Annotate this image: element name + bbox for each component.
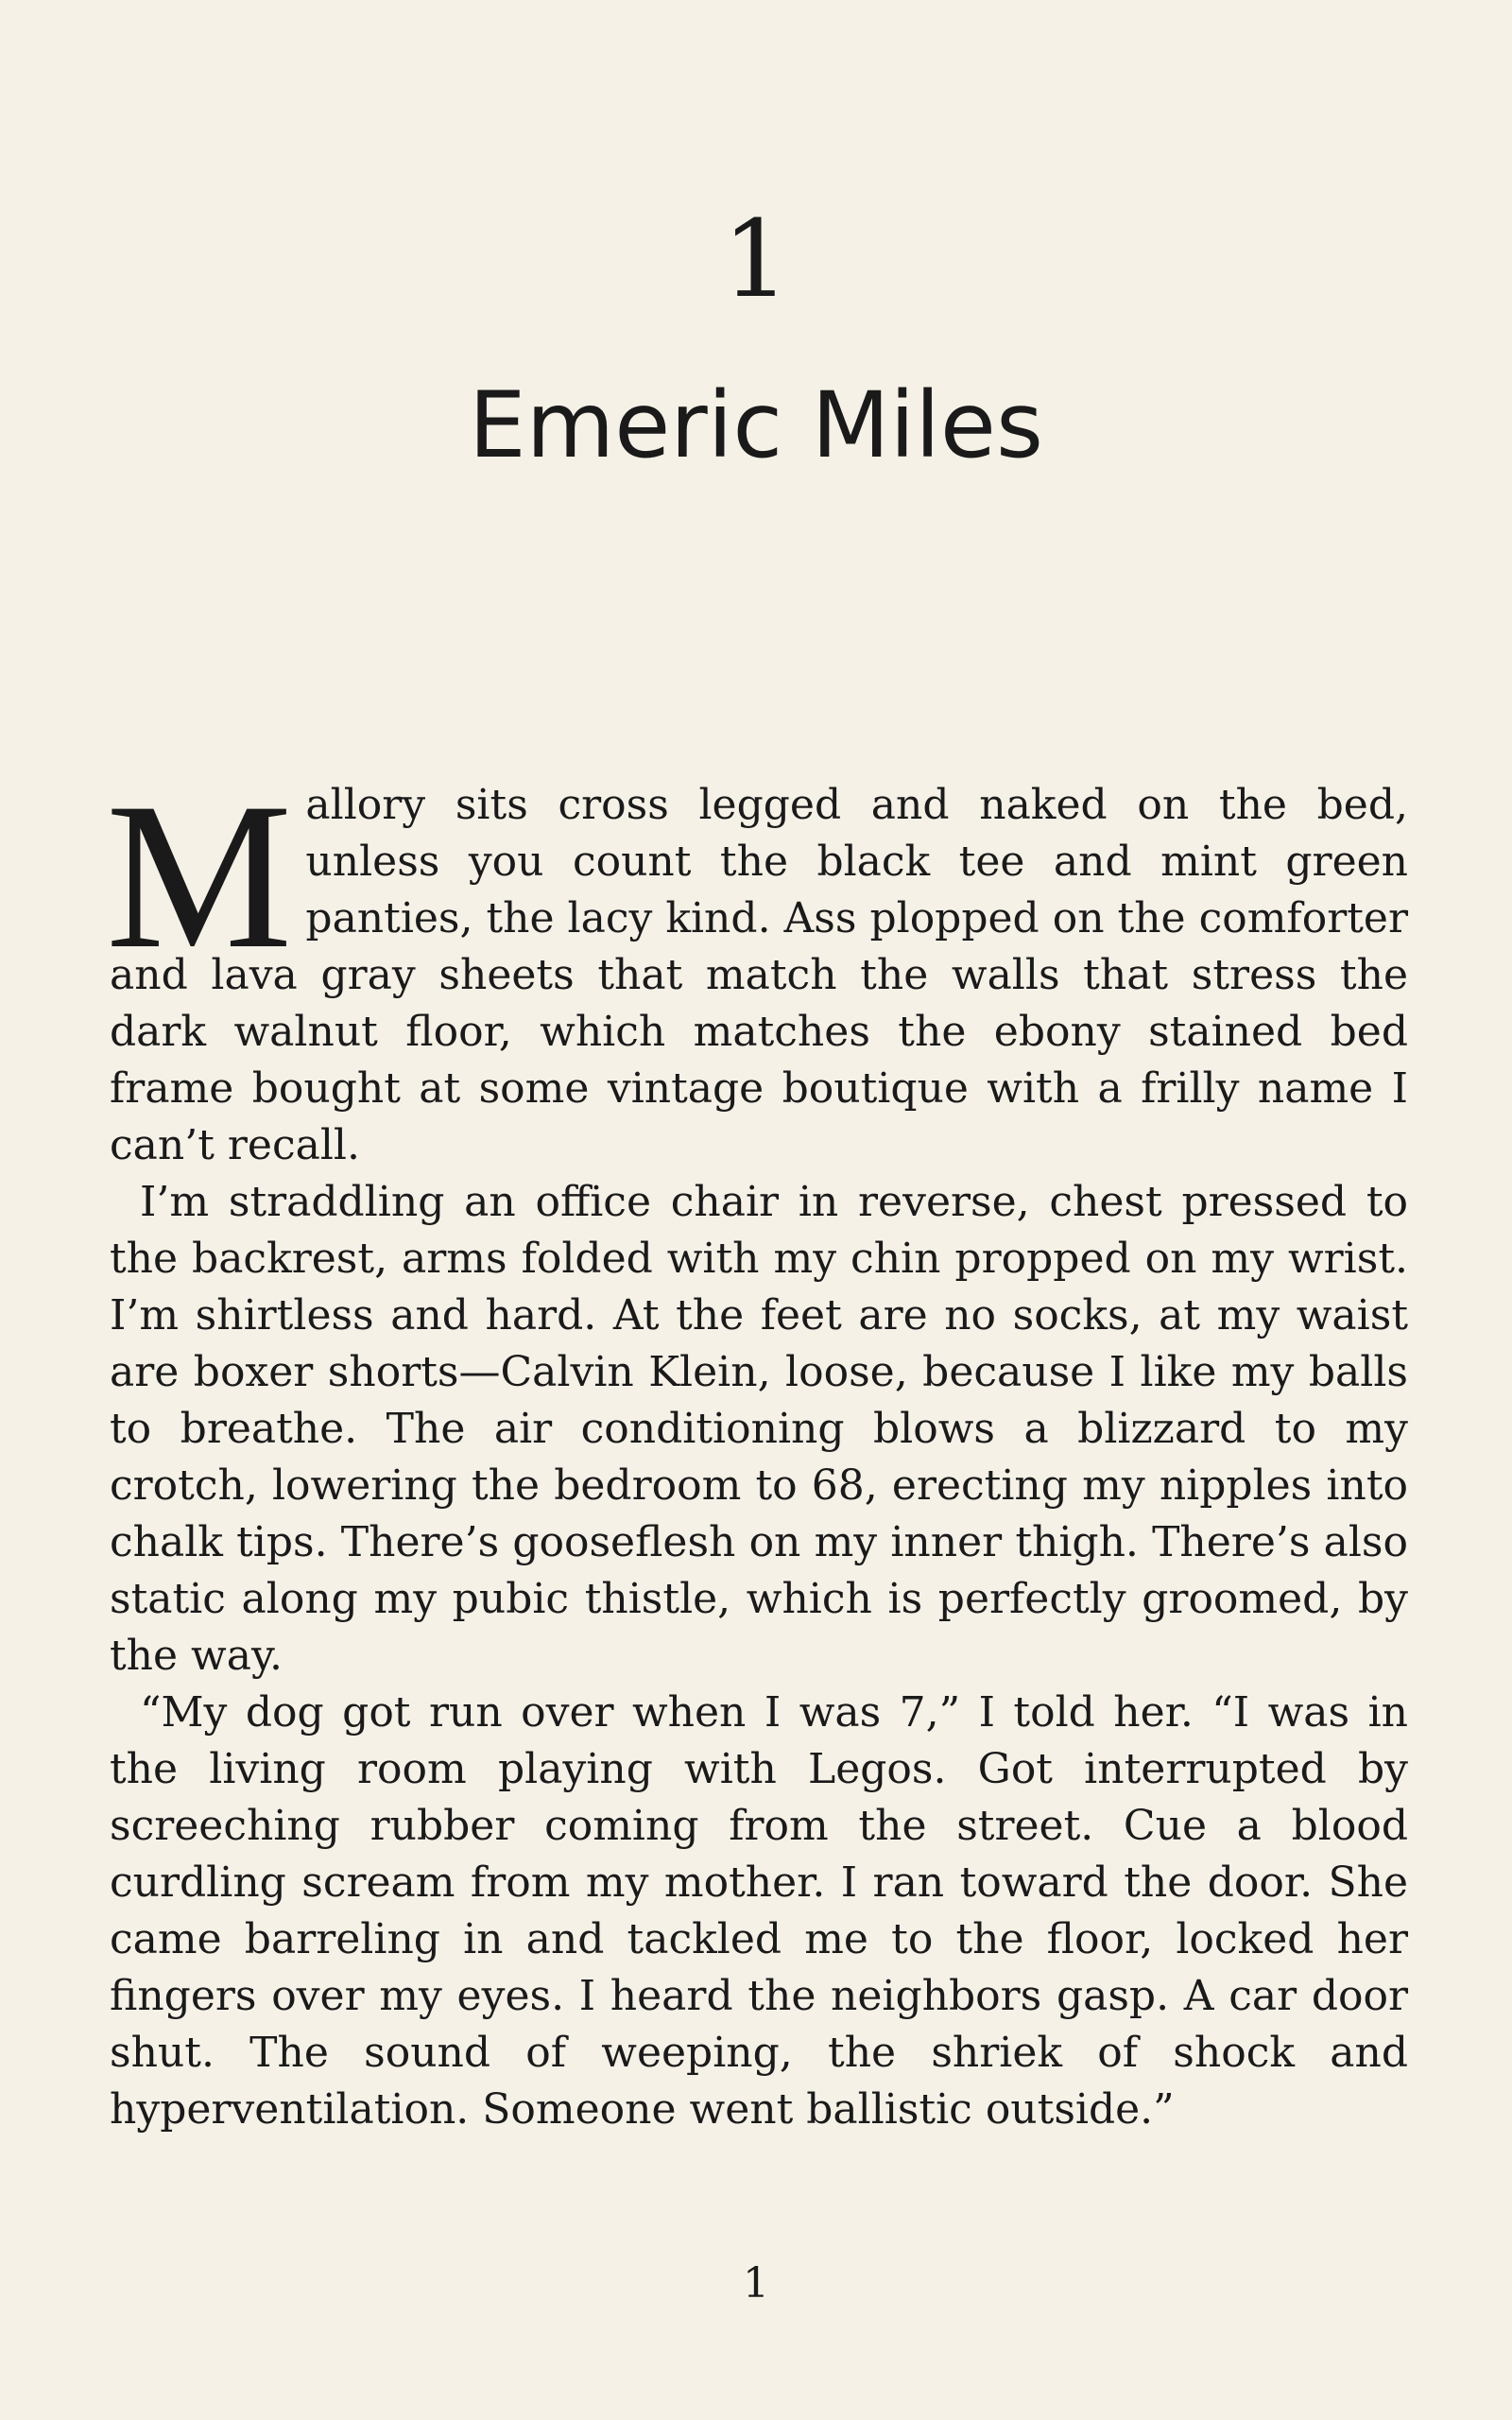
chapter-title: Emeric Miles [469, 372, 1043, 478]
paragraph-3: “My dog got run over when I was 7,” I told her. “I was in the living room playing with Legos. Got interrupted by screeching rubber coming from the street. Cue a blood curdling scream from my mother. I ran toward the door. She came barreling in and tackled me to the floor, locked her fingers over my eyes. I heard the neighbors gasp. A car door shut. The sound of weeping, the shriek of shock and hyperventilation. Someone went ballistic outside.” [110, 1688, 1408, 2134]
page-number: 1 [743, 2259, 769, 2308]
chapter-number: 1 [722, 199, 790, 321]
paragraph-1-text: allory sits cross legged and naked on the bed, unless you count the black tee and mint green panties, the lacy kind. Ass plopped on the comforter and lava gray sheets that match the walls that stress the dark walnut floor, which matches the ebony stained bed frame bought at some vintage boutique with a frilly name I can’t recall. [110, 781, 1408, 1169]
paragraph-1 [106, 760, 1408, 1174]
paragraph-2: I’m straddling an office chair in reverse, chest pressed to the backrest, arms folded with my chin propped on my wrist. I’m shirtless and hard. At the feet are no socks, at my waist are boxer shorts—Calvin Klein, loose, because I like my balls to breathe. The air conditioning blows a blizzard to my crotch, lowering the bedroom to 68, erecting my nipples into chalk tips. There’s gooseflesh on my inner thigh. There’s also static along my pubic thistle, which is perfectly groomed, by the way. [110, 1178, 1408, 1680]
drop-cap: M [106, 760, 293, 993]
chapter-body [106, 760, 1408, 2138]
